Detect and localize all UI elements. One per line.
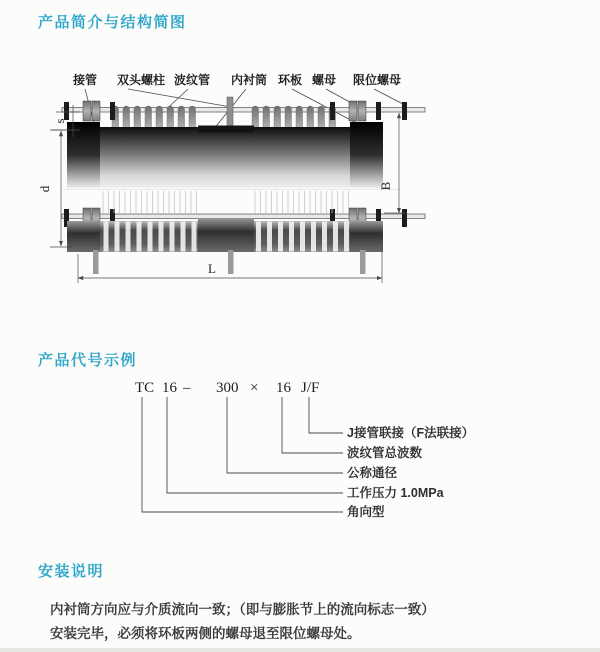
bellows-gap-stripe [137,222,142,252]
part-label-ring-plate: 环板 [277,73,303,87]
dark-nut [376,102,381,120]
dark-nut [330,102,335,120]
code-seg-times: × [250,380,259,396]
expl-diameter: 公称通径 [347,466,398,480]
bellows-gap-stripe [126,222,131,252]
dark-nut [64,102,69,120]
structure-diagram [0,0,600,310]
dim-label-B: B [378,181,393,191]
right-collar [350,122,383,188]
part-label-bellows: 波纹管 [173,73,211,87]
dark-nut [402,209,407,227]
bellows-gap-stripe [344,222,349,252]
expl-waves: 波纹管总波数 [347,446,423,460]
code-seg-type: TC [135,380,155,396]
left-collar [67,122,100,188]
code-seg-waves: 16 [276,380,291,396]
gray-nut [349,101,357,121]
bellows-tooth [123,106,130,130]
bellows-tooth [156,106,163,130]
center-stud [227,97,233,130]
bellows-gap-stripe [148,222,153,252]
section-title-install: 安装说明 [38,563,105,580]
bellows-tooth [189,106,196,130]
bellows-gap-stripe [192,222,197,252]
hanging-rods [93,250,366,274]
bellows-gap-stripe [159,222,164,252]
bellows-gap-stripe [115,222,120,252]
tie-rod-bottom [62,214,425,219]
page-bottom-edge [0,648,600,652]
dark-nut [110,102,115,120]
bellows-tooth [318,106,325,130]
bellows-gap-stripe [289,222,294,252]
code-connector-lines [142,397,343,512]
code-seg-dash: – [183,380,191,396]
code-seg-connection: J/F [301,380,320,396]
dim-b-lines [384,113,406,213]
dim-label-s: s [52,118,67,124]
bellows-gap-stripe [322,222,327,252]
expl-connection: J接管联接（F法联接） [347,426,475,440]
bellows-gap-stripe [256,222,261,252]
code-example-diagram [0,370,600,530]
bellows-tooth [167,106,174,130]
installation-notes [50,598,570,646]
liner-top-band [198,126,254,133]
bellows-gap-stripe [311,222,316,252]
part-labels [72,72,401,87]
bellows-gap-stripe [278,222,283,252]
bellows-gap-stripe [333,222,338,252]
expl-type: 角向型 [347,505,385,519]
bellows-gap-stripe [300,222,305,252]
bellows-tooth [263,106,270,130]
bellows-tooth [274,106,281,130]
code-seg-pressure: 16 [162,380,177,396]
bellows-tooth [307,106,314,130]
bellows-gap-stripe [267,222,272,252]
bellows-gap-stripe [170,222,175,252]
dark-nut [402,102,407,120]
part-label-limit-nut: 限位螺母 [352,73,402,87]
gray-nut [83,101,91,121]
part-label-liner: 内衬筒 [230,73,268,87]
part-label-stud: 双头螺柱 [116,73,166,87]
installation-line-2: 安装完毕，必须将环板两侧的螺母退至限位螺母处。 [50,626,361,641]
joint-body [67,127,383,188]
bellows-tooth [145,106,152,130]
part-label-pipe: 接管 [72,73,98,87]
code-explanations [347,425,474,519]
expl-pressure: 工作压力 1.0MPa [347,486,444,500]
bellows-gap-stripe [181,222,186,252]
bellows-gap-stripe [104,222,109,252]
section-title-intro: 产品简介与结构简图 [38,14,187,31]
dim-label-d: d [37,185,52,193]
code-segments [135,380,319,396]
bellows-tooth [134,106,141,130]
bellows-tooth [178,106,185,130]
section-title-code: 产品代号示例 [38,352,138,369]
bellows-tooth [285,106,292,130]
installation-line-1: 内衬筒方向应与介质流向一致；（即与膨胀节上的流向标志一致） [50,602,435,617]
gray-nut [358,101,366,121]
part-label-nut: 螺母 [311,73,337,87]
dim-label-L: L [208,261,216,276]
bellows-tooth [296,106,303,130]
lower-bellows-lines [103,191,349,213]
gray-nut [92,101,100,121]
code-seg-diameter: 300 [216,380,239,396]
